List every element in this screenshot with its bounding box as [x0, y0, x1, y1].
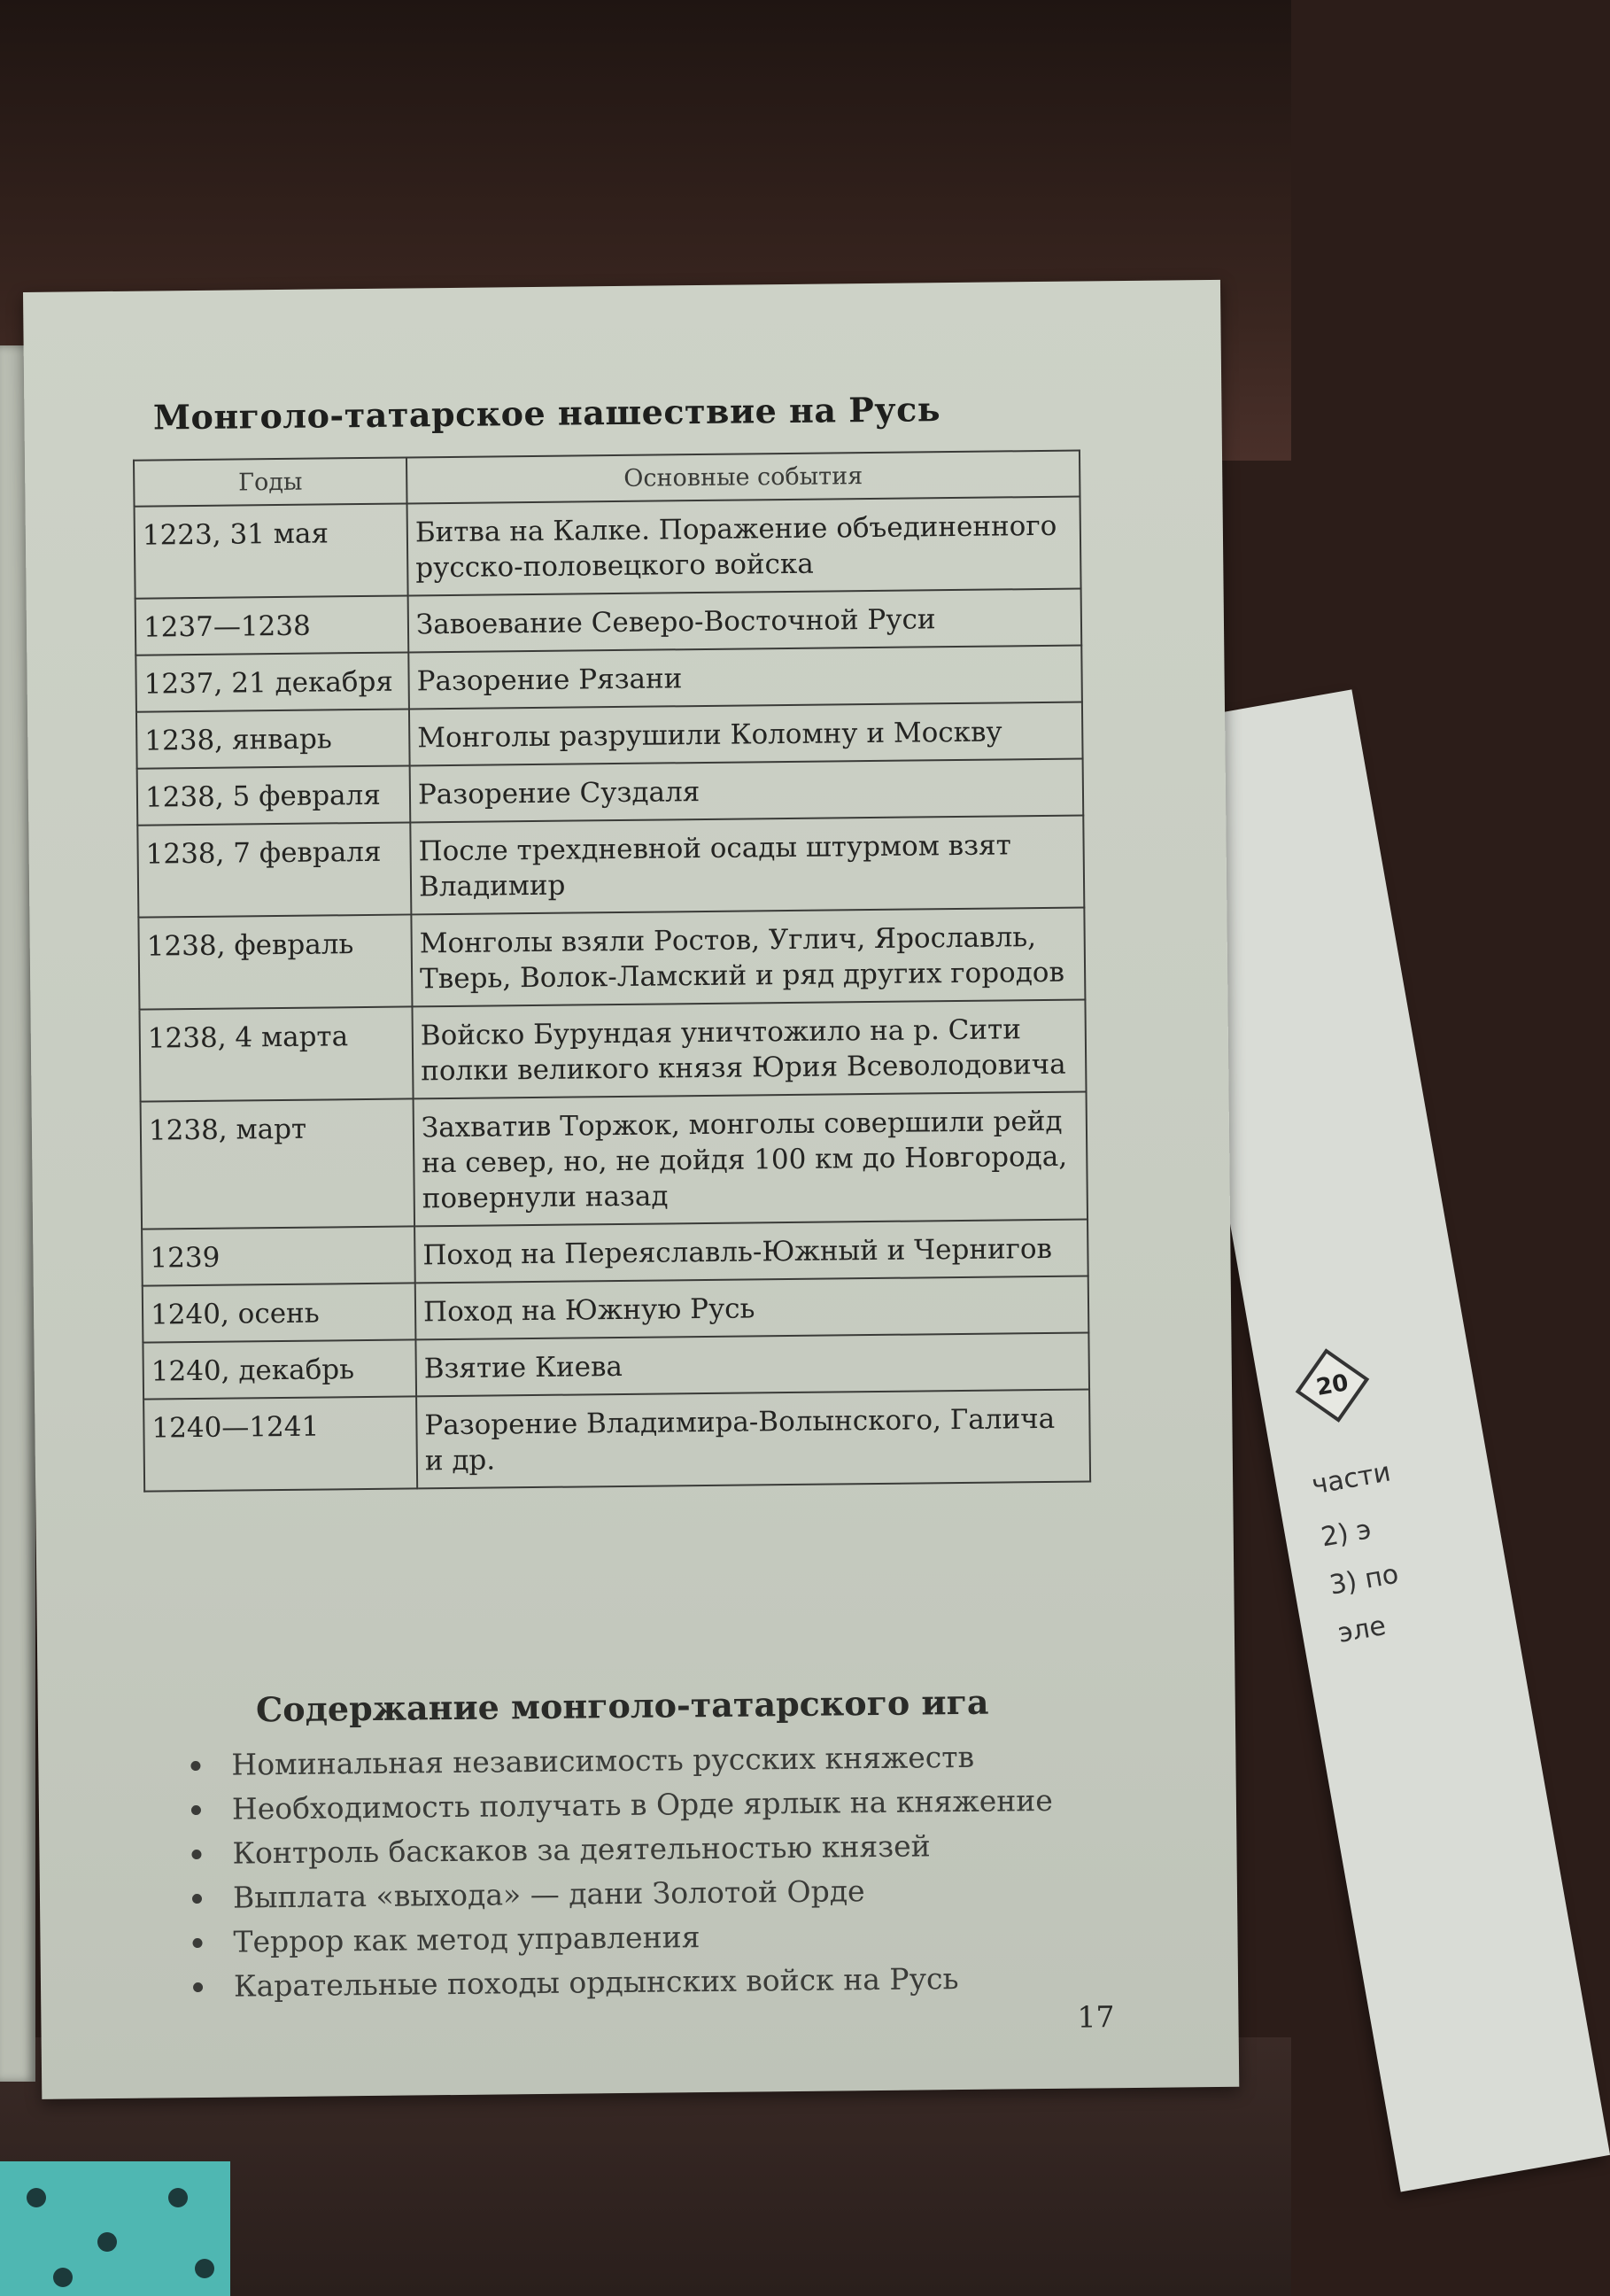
- year-cell: 1238, март: [141, 1098, 414, 1229]
- year-cell: 1237—1238: [135, 595, 409, 655]
- book-page: [23, 280, 1239, 2099]
- event-cell: Битва на Калке. Поражение объединенного русско-половецкого войска: [407, 497, 1081, 596]
- event-cell: Разорение Владимира-Волынского, Галича и др.: [416, 1389, 1090, 1488]
- year-cell: 1223, 31 мая: [135, 503, 408, 598]
- event-cell: Поход на Переяславль-Южный и Чернигов: [414, 1219, 1088, 1283]
- table-row: [137, 815, 1084, 917]
- year-cell: 1238, 7 февраля: [137, 822, 411, 917]
- task-number-badge: 20: [1296, 1348, 1370, 1423]
- table-row: [135, 497, 1081, 599]
- year-cell: 1240, декабрь: [143, 1339, 416, 1399]
- list-item-text: Необходимость получать в Орде ярлык на княжение: [231, 1782, 1053, 1827]
- event-cell: Взятие Киева: [415, 1332, 1089, 1396]
- year-cell: 1238, февраль: [138, 914, 412, 1009]
- event-cell: Монголы разрушили Коломну и Москву: [409, 702, 1083, 766]
- table-row: [143, 1389, 1090, 1491]
- worksheet-fragment: 3) по: [1327, 1558, 1401, 1602]
- column-header-events: Основные события: [406, 451, 1080, 504]
- table-row: [143, 1276, 1089, 1342]
- table-row: [142, 1219, 1088, 1285]
- year-cell: 1238, 5 февраля: [137, 765, 411, 825]
- worksheet-fragment: 2) э: [1319, 1514, 1374, 1554]
- year-cell: 1237, 21 декабря: [135, 652, 409, 711]
- event-cell: Монголы взяли Ростов, Углич, Ярославль, Тверь, Волок-Ламский и ряд других городов: [411, 907, 1085, 1006]
- event-cell: Войско Бурундая уничтожило на р. Сити полки великого князя Юрия Всеволодовича: [412, 999, 1086, 1098]
- yoke-content-list: [190, 1734, 1055, 2009]
- table-row: [137, 758, 1084, 825]
- bullet-icon: [192, 1894, 202, 1904]
- bullet-icon: [190, 1761, 200, 1771]
- event-cell: Захватив Торжок, монголы совершили рейд на север, но, не дойдя 100 км до Новгорода, повернули назад: [414, 1091, 1088, 1226]
- list-item-text: Контроль баскаков за деятельностью князей: [232, 1828, 931, 1871]
- year-cell: 1240—1241: [143, 1396, 417, 1491]
- bullet-icon: [191, 1805, 201, 1815]
- list-item-text: Номинальная независимость русских княжеств: [231, 1739, 975, 1782]
- event-cell: После трехдневной осады штурмом взят Владимир: [410, 815, 1084, 914]
- list-item-text: Выплата «выхода» — дани Золотой Орде: [232, 1873, 865, 1915]
- column-header-years: Годы: [134, 457, 407, 506]
- bullet-icon: [193, 1982, 203, 1992]
- table-row: [141, 1091, 1088, 1229]
- year-cell: 1239: [142, 1226, 415, 1285]
- bullet-icon: [192, 1938, 202, 1948]
- bullet-icon: [191, 1850, 201, 1859]
- event-cell: Завоевание Северо-Восточной Руси: [408, 589, 1082, 653]
- polka-dot-fabric: [0, 2161, 230, 2296]
- list-item-text: Карательные походы ордынских войск на Русь: [233, 1961, 959, 2004]
- list-item: [193, 1956, 1055, 2009]
- table-row: [143, 1332, 1089, 1399]
- worksheet-fragment: эле: [1335, 1610, 1389, 1649]
- worksheet-fragment: части: [1309, 1456, 1394, 1501]
- list-item-text: Террор как метод управления: [233, 1920, 701, 1959]
- table-row: [139, 999, 1086, 1101]
- table-row: [135, 589, 1082, 655]
- page-title: Монголо-татарское нашествие на Русь: [152, 389, 941, 438]
- section-heading: Содержание монголо-татарского ига: [255, 1681, 989, 1730]
- table-row: [135, 646, 1082, 712]
- events-table: [133, 450, 1091, 1493]
- table-row: [138, 907, 1085, 1009]
- year-cell: 1238, 4 марта: [139, 1006, 413, 1101]
- year-cell: 1240, осень: [143, 1283, 416, 1342]
- event-cell: Поход на Южную Русь: [415, 1276, 1089, 1339]
- table-row: [136, 702, 1083, 769]
- event-cell: Разорение Суздаля: [410, 758, 1084, 822]
- year-cell: 1238, январь: [136, 709, 410, 768]
- event-cell: Разорение Рязани: [408, 646, 1082, 710]
- page-number: 17: [1077, 1999, 1115, 2035]
